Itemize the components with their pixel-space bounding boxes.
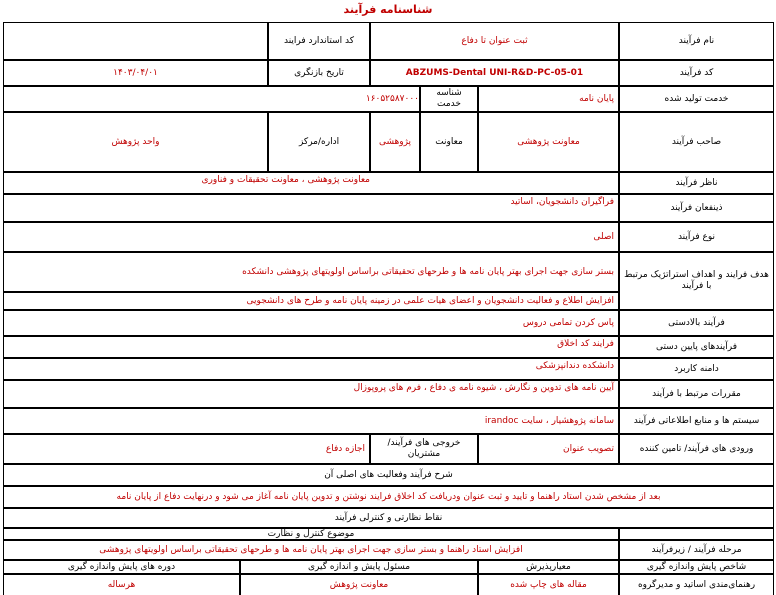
systems-value: سامانه پژوهشیار ، سایت irandoc bbox=[3, 408, 619, 434]
standard-code-value bbox=[3, 22, 268, 60]
kpi-header-period: دوره های پایش واندازه گیری bbox=[3, 560, 240, 574]
revision-date-value: ۱۴۰۳/۰۴/۰۱ bbox=[3, 60, 268, 86]
process-code-label: کد فرآیند bbox=[619, 60, 774, 86]
kpi-value-responsible: معاونت پژوهش bbox=[240, 574, 478, 595]
regulations-label: مقررات مرتبط با فرآیند bbox=[619, 380, 774, 408]
kpi-header-indicator: شاخص پایش واندازه گیری bbox=[619, 560, 774, 574]
control-subject-label: موضوع کنترل و نظارت bbox=[3, 528, 619, 540]
description-text: بعد از مشخص شدن استاد راهنما و تایید و ثبت عنوان ودریافت کد اخلاق فرایند نوشتن و تدوین پایان نامه آغاز می شود و درنهایت دفاع از پایان نامه bbox=[3, 486, 774, 508]
service-value: پایان نامه bbox=[478, 86, 619, 112]
type-value: اصلی bbox=[3, 222, 619, 252]
deputy-value: پژوهشی bbox=[370, 112, 420, 172]
outputs-value: اجازه دفاع bbox=[3, 434, 370, 464]
kpi-header-responsible: مسئول پایش و اندازه گیری bbox=[240, 560, 478, 574]
kpi-value-indicator: رهنمای‌مندی اساتید و مدیرگروه bbox=[619, 574, 774, 595]
description-heading: شرح فرآیند وفعالیت های اصلی آن bbox=[3, 464, 774, 486]
upstream-value: پاس کردن تمامی دروس bbox=[3, 310, 619, 336]
goals-value-2: افزایش اطلاع و فعالیت دانشجویان و اعضای هیات علمی در زمینه پایان نامه و طرح های دانشجویی bbox=[3, 292, 619, 310]
stage-label: مرحله فرآیند / زیرفرآیند bbox=[619, 540, 774, 560]
beneficiaries-label: ذینفعان فرآیند bbox=[619, 194, 774, 222]
owner-value: معاونت پژوهشی bbox=[478, 112, 619, 172]
process-name-value: ثبت عنوان تا دفاع bbox=[370, 22, 619, 60]
owner-label: صاحب فرآیند bbox=[619, 112, 774, 172]
control-stage-spacer bbox=[619, 528, 774, 540]
regulations-value: آیین نامه های تدوین و نگارش ، شیوه نامه ی دفاع ، فرم های پروپوزال bbox=[3, 380, 619, 408]
service-id-label: شناسه خدمت bbox=[420, 86, 478, 112]
service-label: خدمت تولید شده bbox=[619, 86, 774, 112]
upstream-label: فرآیند بالادستی bbox=[619, 310, 774, 336]
downstream-value: فرایند کد اخلاق bbox=[3, 336, 619, 358]
department-value: واحد پژوهش bbox=[3, 112, 268, 172]
revision-date-label: تاریخ بازنگری bbox=[268, 60, 370, 86]
beneficiaries-value: فراگیران دانشجویان، اساتید bbox=[3, 194, 619, 222]
scope-label: دامنه کاربرد bbox=[619, 358, 774, 380]
process-name-label: نام فرآیند bbox=[619, 22, 774, 60]
kpi-value-period: هرساله bbox=[3, 574, 240, 595]
control-heading: نقاط نظارتی و کنترلی فرآیند bbox=[3, 508, 774, 528]
service-id-value: ۱۶۰۵۲۵۸۷۰۰۰ bbox=[3, 86, 420, 112]
kpi-header-acceptance: معیارپذیرش bbox=[478, 560, 619, 574]
goals-value-1: بستر سازی جهت اجرای بهتر پایان نامه ها و طرحهای تحقیقاتی براساس اولویتهای پژوهشی دانشکده bbox=[3, 252, 619, 292]
outputs-label: خروجی های فرآیند/ مشتریان bbox=[370, 434, 478, 464]
goals-label: هدف فرایند و اهداف استراتژیک مرتبط با فرآیند bbox=[619, 252, 774, 310]
supervisor-label: ناظر فرآیند bbox=[619, 172, 774, 194]
inputs-value: تصویب عنوان bbox=[478, 434, 619, 464]
standard-code-label: کد استاندارد فرایند bbox=[268, 22, 370, 60]
kpi-value-acceptance: مقاله های چاپ شده bbox=[478, 574, 619, 595]
department-label: اداره/مرکز bbox=[268, 112, 370, 172]
type-label: نوع فرآیند bbox=[619, 222, 774, 252]
form-title: شناسنامه فرآیند bbox=[343, 3, 433, 16]
systems-label: سیستم ها و منابع اطلاعاتی فرآیند bbox=[619, 408, 774, 434]
stage-value: افزایش استاد راهنما و بستر سازی جهت اجرای بهتر پایان نامه ها و طرحهای تحقیقاتی براساس اولویتهای پژوهشی bbox=[3, 540, 619, 560]
scope-value: دانشکده دندانپزشکی bbox=[3, 358, 619, 380]
inputs-label: ورودی های فرآیند/ تامین کننده bbox=[619, 434, 774, 464]
supervisor-value: معاونت پژوهشی ، معاونت تحقیقات و فناوری bbox=[3, 172, 619, 194]
downstream-label: فرآیندهای پایین دستی bbox=[619, 336, 774, 358]
deputy-label: معاونت bbox=[420, 112, 478, 172]
process-code-value: ABZUMS-Dental UNI-R&D-PC-05-01 bbox=[370, 60, 619, 86]
